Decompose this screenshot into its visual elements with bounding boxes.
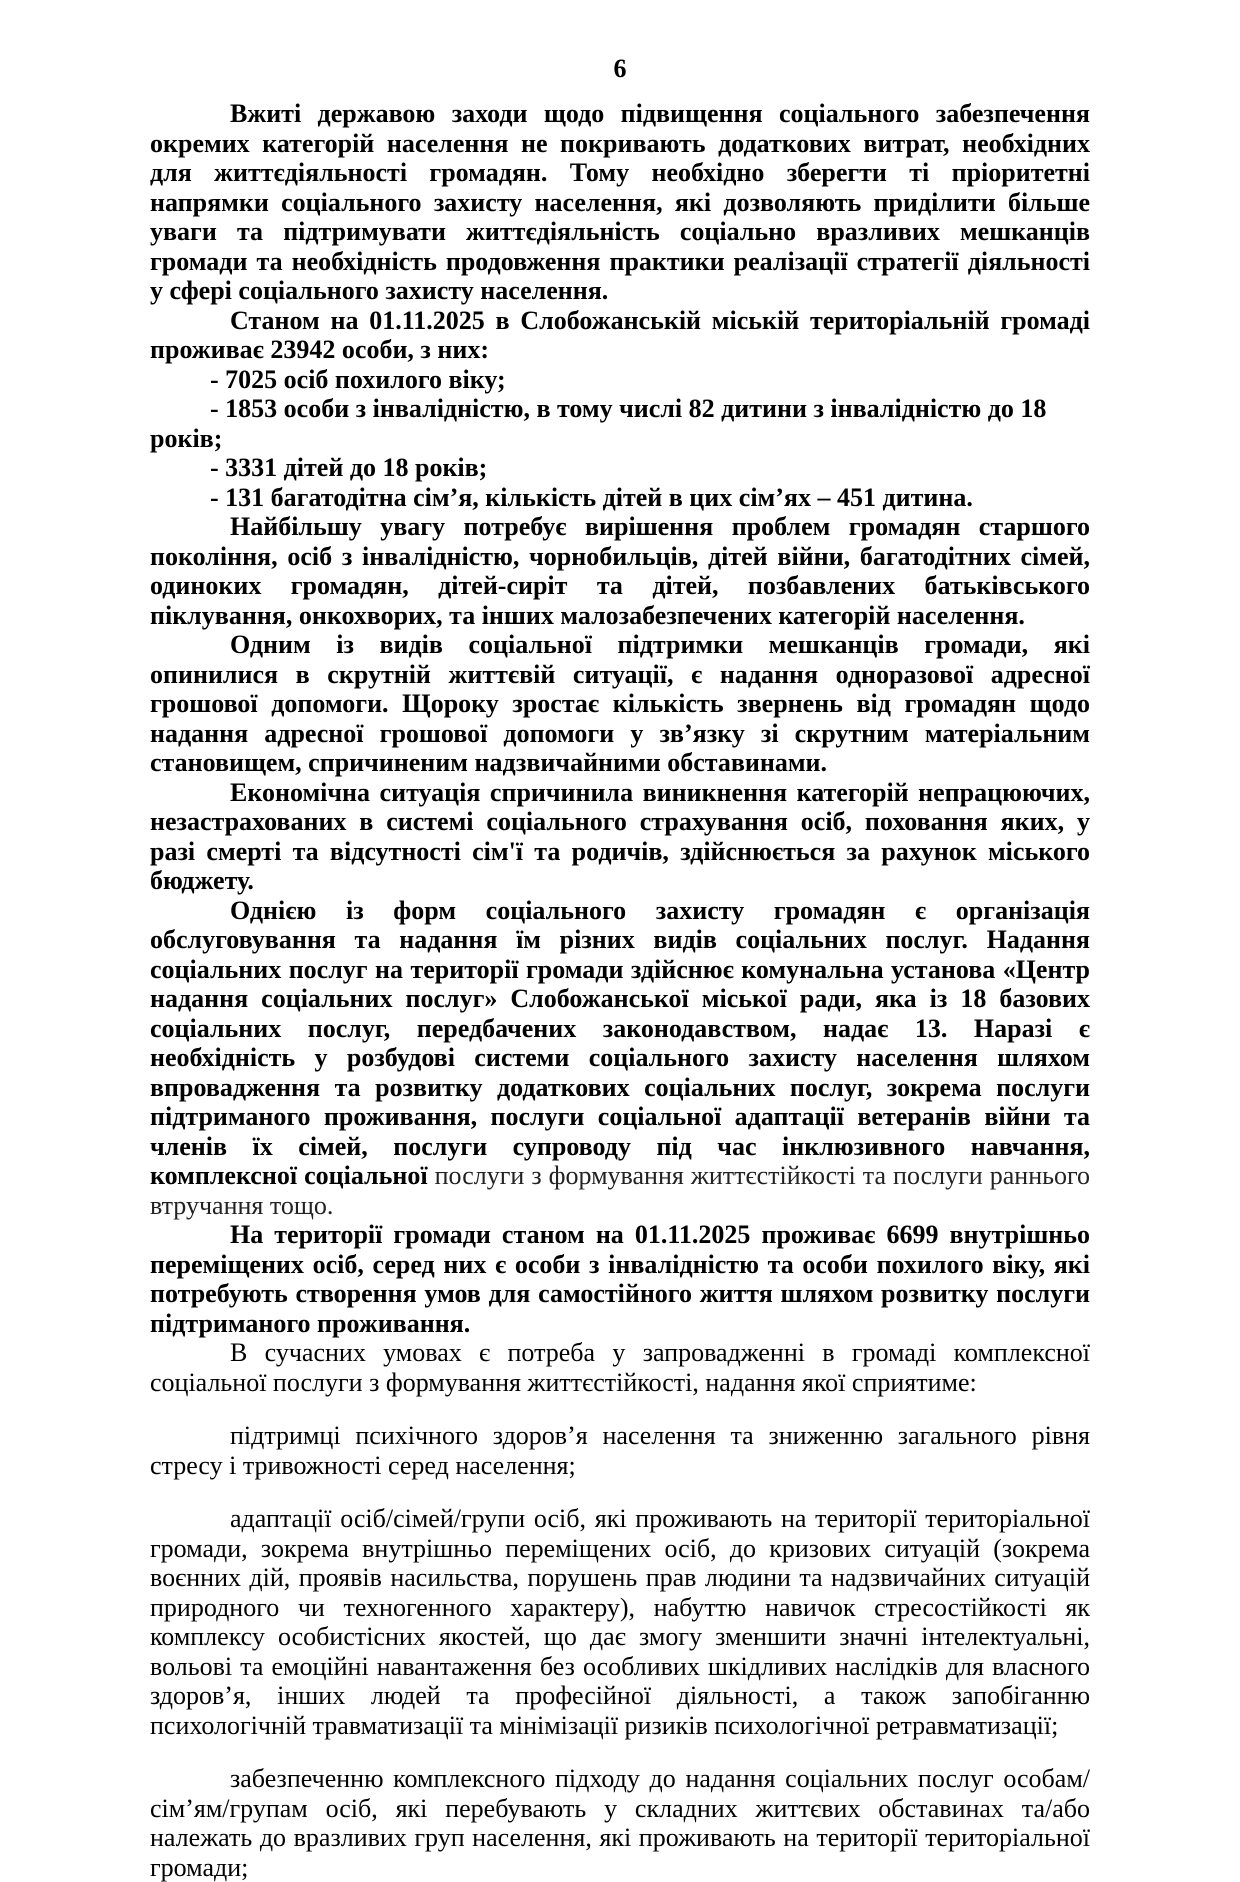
list-item-children: - 3331 дітей до 18 років; [210, 453, 488, 482]
paragraph-burial-costs: Економічна ситуація спричинила виникнення категорій непрацюючих, незастрахованих в системі соціального страхування осіб, поховання яких, у разі смерті та відсутності сім'ї та родичів, здійснюється за рахунок міського бюджету. [150, 777, 1090, 895]
list-item-large-families: - 131 багатодітна сім’я, кількість дітей в цих сім’ях – 451 дитина. [210, 482, 973, 512]
paragraph-idp-stats: На території громади станом на 01.11.2025 проживає 6699 внутрішньо переміщених осіб, серед них є особи з інвалідністю та особи похилого віку, які потребують створення умов для самостійного життя шляхом розвитку послуги підтриманого проживання. [150, 1220, 1090, 1338]
paragraph-priority-categories: Найбільшу увагу потребує вирішення проблем громадян старшого покоління, осіб з інвалідністю, чорнобильців, дітей війни, багатодітних сімей, одиноких громадян, дітей-сиріт та дітей, позбавлених батьківського піклування, онкохворих, та інших малозабезпечених категорій населення. [150, 512, 1090, 630]
list-item-elderly: - 7025 осіб похилого віку; [210, 364, 506, 394]
paragraph-social-services-main: Однією із форм соціального захисту громадян є організація обслуговування та надання їм різних видів соціальних послуг. Надання соціальних послуг на території громади здійснює комунальна установа «Центр надання соціальних послуг» Слобожанської міської ради, яка із 18 базових соціальних послуг, передбачених законодавством, надає 13. Наразі є необхідність у розбудові системи соціального захисту населення шляхом впровадження та розвитку додаткових соціальних послуг, зокрема послуги підтриманого проживання, послуги соціальної адаптації ветеранів війни та членів їх сімей, послуги супроводу під час інклюзивного навчання, комплексної соціальної [150, 895, 1090, 1190]
paragraph-population-stats: Станом на 01.11.2025 в Слобожанській міській територіальній громаді проживає 23942 особи, з них: [150, 305, 1090, 364]
paragraph-benefit-comprehensive-approach: забезпеченню комплексного підходу до надання соціальних послуг особам/сім’ям/групам осіб, які перебувають у складних життєвих обставинах та/або належать до вразливих груп населення, які проживають на території територіальної громади; [150, 1764, 1090, 1882]
paragraph-state-measures: Вжиті державою заходи щодо підвищення соціального забезпечення окремих категорій населення не покривають додаткових витрат, необхідних для життєдіяльності громадян. Тому необхідно зберегти ті пріоритетні напрямки соціального захисту населення, які дозволяють приділити більше уваги та підтримувати життєдіяльність соціально вразливих мешканців громади та необхідність продовження практики реалізації стратегії діяльності у сфері соціального захисту населення. [150, 99, 1090, 305]
paragraph-onetime-aid: Одним із видів соціальної підтримки мешканців громади, які опинилися в скрутній життєвій ситуації, є надання одноразової адресної грошової допомоги. Щороку зростає кількість звернень від громадян щодо надання адресної грошової допомоги у зв’язку зі скрутним матеріальним становищем, спричиненим надзвичайними обставинами. [150, 630, 1090, 777]
paragraph-benefit-mental-health: підтримці психічного здоров’я населення та зниженню загального рівня стресу і тривожності серед населення; [150, 1421, 1090, 1480]
document-body [150, 99, 1090, 1882]
paragraph-social-services [150, 896, 1090, 1221]
list-item-disability: - 1853 особи з інвалідністю, в тому числі 82 дитини з інвалідністю до 18 років; [150, 394, 1047, 453]
page-number: 6 [613, 54, 627, 83]
paragraph-benefit-adaptation: адаптації осіб/сімей/групи осіб, які проживають на території територіальної громади, зокрема внутрішньо переміщених осіб, до кризових ситуацій (зокрема воєнних дій, проявів насильства, порушень прав людини та надзвичайних ситуацій природного чи техногенного характеру), набуттю навичок стресостійкості як комплексу особистісних якостей, що дає змогу зменшити значні інтелектуальні, вольові та емоційні навантаження без особливих шкідливих наслідків для власного здоров’я, інших людей та професійної діяльності, а також запобіганню психологічній травматизації та мінімізації ризиків психологічної ретравматизації; [150, 1504, 1090, 1740]
paragraph-social-services-inserted: послуги з формування життєстійкості та послуги раннього втручання тощо. [150, 1161, 1090, 1220]
paragraph-resilience-intro: В сучасних умовах є потреба у запровадженні в громаді комплексної соціальної послуги з формування життєстійкості, надання якої сприятиме: [150, 1338, 1090, 1397]
